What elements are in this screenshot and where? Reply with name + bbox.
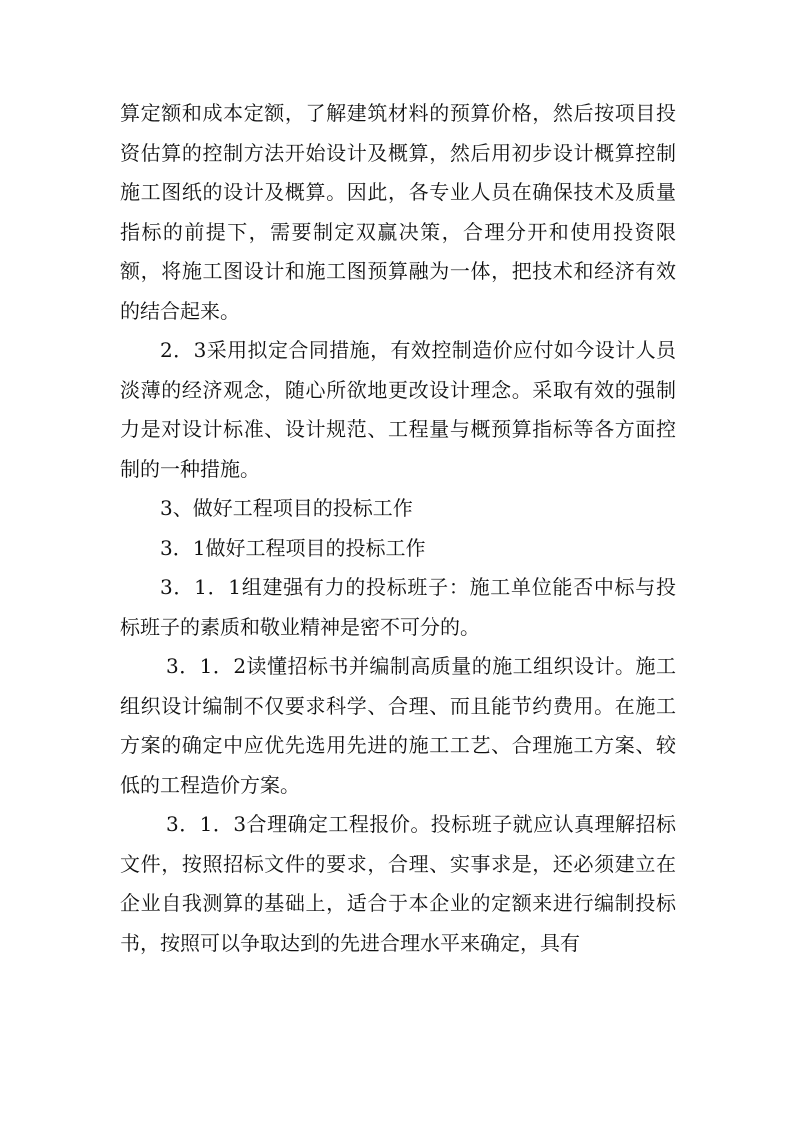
paragraph-3-1-3: 3．1．3合理确定工程报价。投标班子就应认真理解招标文件，按照招标文件的要求，合理、实事求是，还必须建立在企业自我测算的基础上，适合于本企业的定额来进行编制投标书，按照可以争取达到的先进合理水平来确定，具有: [120, 812, 676, 955]
paragraph-3-1-2: 3．1．2读懂招标书并编制高质量的施工组织设计。施工组织设计编制不仅要求科学、合理、而且能节约费用。在施工方案的确定中应优先选用先进的施工工艺、合理施工方案、较低的工程造价方案。: [120, 654, 676, 797]
paragraph-3-1-1: 3．1．1组建强有力的投标班子：施工单位能否中标与投标班子的素质和敬业精神是密不可分的。: [120, 575, 676, 639]
paragraph-continuation: 算定额和成本定额，了解建筑材料的预算价格，然后按项目投资估算的控制方法开始设计及概算，然后用初步设计概算控制施工图纸的设计及概算。因此，各专业人员在确保技术及质量指标的前提下，需要制定双赢决策，合理分开和使用投资限额，将施工图设计和施工图预算融为一体，把技术和经济有效的结合起来。: [120, 101, 676, 323]
document-body: [120, 94, 676, 963]
heading-3: 3、做好工程项目的投标工作: [160, 496, 413, 520]
paragraph-2-3: 2．3采用拟定合同措施，有效控制造价应付如今设计人员淡薄的经济观念，随心所欲地更改设计理念。采取有效的强制力是对设计标准、设计规范、工程量与概预算指标等各方面控制的一种措施。: [120, 338, 676, 481]
heading-3-1: 3．1做好工程项目的投标工作: [160, 535, 426, 560]
